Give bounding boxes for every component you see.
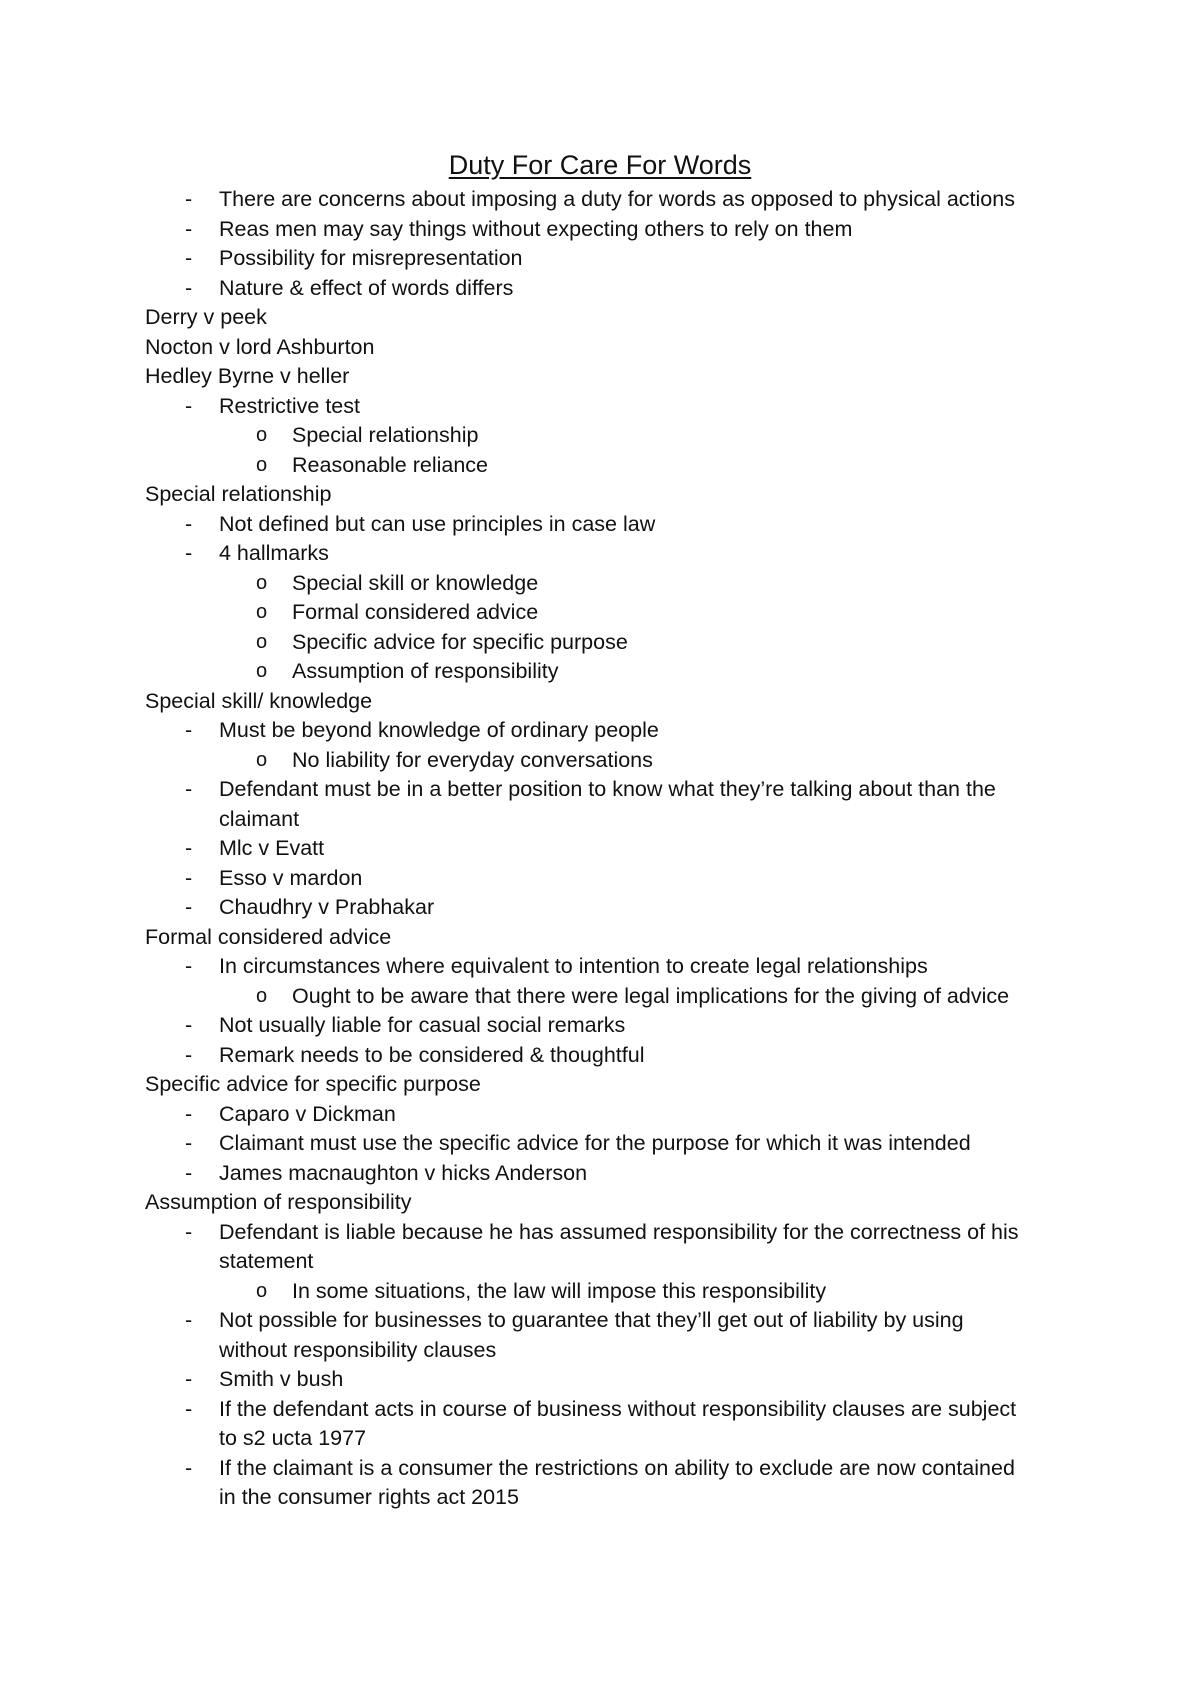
bullet-item xyxy=(0,863,1200,893)
section-heading xyxy=(0,1069,1200,1099)
dash-bullet-marker: - xyxy=(185,246,193,270)
sub-bullet-item xyxy=(0,745,1200,775)
section-heading xyxy=(0,686,1200,716)
dash-bullet-marker: - xyxy=(185,187,193,211)
bullet-continuation xyxy=(0,1482,1200,1512)
line-text: statement xyxy=(219,1249,314,1273)
dash-bullet-marker: - xyxy=(185,954,193,978)
line-text: Esso v mardon xyxy=(219,865,363,890)
section-heading xyxy=(0,479,1200,509)
sub-bullet-item xyxy=(0,568,1200,598)
bullet-item xyxy=(0,538,1200,568)
circle-bullet-marker: o xyxy=(256,571,268,594)
dash-bullet-marker: - xyxy=(185,393,193,418)
bullet-item xyxy=(0,892,1200,922)
sub-bullet-item xyxy=(0,597,1200,627)
line-text: If the defendant acts in course of business without responsibility clauses are subject xyxy=(219,1396,1017,1421)
bullet-item xyxy=(0,243,1200,273)
line-text: Not usually liable for casual social remarks xyxy=(219,1013,626,1037)
line-text: Special relationship xyxy=(145,482,332,506)
line-text: Assumption of responsibility xyxy=(292,659,559,683)
section-heading xyxy=(0,361,1200,391)
dash-bullet-marker: - xyxy=(185,895,193,919)
dash-bullet-marker: - xyxy=(185,777,193,801)
circle-bullet-marker: o xyxy=(256,453,268,476)
bullet-continuation xyxy=(0,1423,1200,1453)
dash-bullet-marker: - xyxy=(185,1308,193,1332)
line-text: Reas men may say things without expecting others to rely on them xyxy=(219,216,853,241)
sub-bullet-item xyxy=(0,627,1200,657)
line-text: Specific advice for specific purpose xyxy=(292,629,628,654)
sub-bullet-item xyxy=(0,420,1200,450)
dash-bullet-marker: - xyxy=(185,216,193,241)
line-text: claimant xyxy=(219,806,300,831)
bullet-item xyxy=(0,184,1200,214)
line-text: Defendant is liable because he has assumed responsibility for the correctness of his xyxy=(219,1219,1019,1244)
circle-bullet-marker: o xyxy=(256,984,268,1007)
line-text: 4 hallmarks xyxy=(219,541,329,565)
dash-bullet-marker: - xyxy=(185,1101,193,1126)
bullet-item xyxy=(0,774,1200,804)
bullet-item xyxy=(0,1010,1200,1040)
bullet-item xyxy=(0,391,1200,421)
line-text: Mlc v Evatt xyxy=(219,836,325,860)
line-text: Special skill/ knowledge xyxy=(145,688,373,713)
line-text: Chaudhry v Prabhakar xyxy=(219,895,435,919)
line-text: without responsibility clauses xyxy=(219,1337,497,1362)
sub-bullet-item xyxy=(0,450,1200,480)
bullet-item xyxy=(0,951,1200,981)
line-text: Formal considered advice xyxy=(145,924,392,949)
section-heading xyxy=(0,332,1200,362)
bullet-item xyxy=(0,1099,1200,1129)
line-text: Assumption of responsibility xyxy=(145,1190,412,1214)
dash-bullet-marker: - xyxy=(185,1396,193,1421)
line-text: Formal considered advice xyxy=(292,600,539,624)
line-text: There are concerns about imposing a duty for words as opposed to physical actions xyxy=(219,187,1015,211)
dash-bullet-marker: - xyxy=(185,836,193,860)
line-text: In some situations, the law will impose this responsibility xyxy=(292,1278,827,1303)
line-text: Special relationship xyxy=(292,423,479,447)
line-text: Restrictive test xyxy=(219,393,360,418)
dash-bullet-marker: - xyxy=(185,865,193,890)
line-text: to s2 ucta 1977 xyxy=(219,1426,367,1450)
circle-bullet-marker: o xyxy=(256,1279,268,1302)
section-heading xyxy=(0,1187,1200,1217)
dash-bullet-marker: - xyxy=(185,1131,193,1155)
line-text: In circumstances where equivalent to intention to create legal relationships xyxy=(219,954,928,978)
dash-bullet-marker: - xyxy=(185,541,193,565)
bullet-continuation xyxy=(0,1246,1200,1276)
line-text: Ought to be aware that there were legal implications for the giving of advice xyxy=(292,983,1010,1008)
dash-bullet-marker: - xyxy=(185,1013,193,1037)
bullet-item xyxy=(0,1394,1200,1424)
line-text: Claimant must use the specific advice for the purpose for which it was intended xyxy=(219,1131,971,1155)
line-text: Reasonable reliance xyxy=(292,452,489,477)
bullet-item xyxy=(0,509,1200,539)
line-text: Derry v peek xyxy=(145,305,267,329)
circle-bullet-marker: o xyxy=(256,601,268,623)
sub-bullet-item xyxy=(0,1276,1200,1306)
bullet-item xyxy=(0,1040,1200,1070)
bullet-item xyxy=(0,1217,1200,1247)
dash-bullet-marker: - xyxy=(185,1042,193,1067)
line-text: Nocton v lord Ashburton xyxy=(145,334,375,359)
line-text: Special skill or knowledge xyxy=(292,570,539,595)
bullet-item xyxy=(0,1305,1200,1335)
dash-bullet-marker: - xyxy=(185,511,193,536)
line-text: James macnaughton v hicks Anderson xyxy=(219,1160,588,1185)
line-text: Not possible for businesses to guarantee that they’ll get out of liability by using xyxy=(219,1308,964,1332)
section-heading xyxy=(0,922,1200,952)
bullet-item xyxy=(0,715,1200,745)
dash-bullet-marker: - xyxy=(185,1219,193,1244)
bullet-item xyxy=(0,214,1200,244)
sub-bullet-item xyxy=(0,981,1200,1011)
dash-bullet-marker: - xyxy=(185,718,193,742)
circle-bullet-marker: o xyxy=(256,748,268,771)
line-text: Defendant must be in a better position to know what they’re talking about than the xyxy=(219,777,996,801)
dash-bullet-marker: - xyxy=(185,1455,193,1480)
sub-bullet-item xyxy=(0,656,1200,686)
line-text: Nature & effect of words differs xyxy=(219,275,514,300)
line-text: Must be beyond knowledge of ordinary people xyxy=(219,718,659,742)
line-text: No liability for everyday conversations xyxy=(292,747,653,772)
dash-bullet-marker: - xyxy=(185,275,193,300)
line-text: in the consumer rights act 2015 xyxy=(219,1485,519,1509)
line-text: Specific advice for specific purpose xyxy=(145,1072,481,1096)
bullet-item xyxy=(0,833,1200,863)
line-text: Remark needs to be considered & thoughtful xyxy=(219,1042,645,1067)
dash-bullet-marker: - xyxy=(185,1367,193,1391)
line-text: Smith v bush xyxy=(219,1367,344,1391)
circle-bullet-marker: o xyxy=(256,660,268,682)
bullet-item xyxy=(0,1364,1200,1394)
circle-bullet-marker: o xyxy=(256,630,268,653)
section-heading xyxy=(0,302,1200,332)
bullet-item xyxy=(0,1453,1200,1483)
bullet-item xyxy=(0,273,1200,303)
bullet-continuation xyxy=(0,804,1200,834)
bullet-item xyxy=(0,1158,1200,1188)
line-text: Hedley Byrne v heller xyxy=(145,364,350,388)
line-text: Not defined but can use principles in case law xyxy=(219,511,656,536)
dash-bullet-marker: - xyxy=(185,1160,193,1185)
line-text: Caparo v Dickman xyxy=(219,1101,396,1126)
circle-bullet-marker: o xyxy=(256,424,268,446)
line-text: Possibility for misrepresentation xyxy=(219,246,523,270)
bullet-continuation xyxy=(0,1335,1200,1365)
bullet-item xyxy=(0,1128,1200,1158)
line-text: If the claimant is a consumer the restrictions on ability to exclude are now contained xyxy=(219,1455,1015,1480)
page-title: Duty For Care For Words xyxy=(448,150,752,180)
